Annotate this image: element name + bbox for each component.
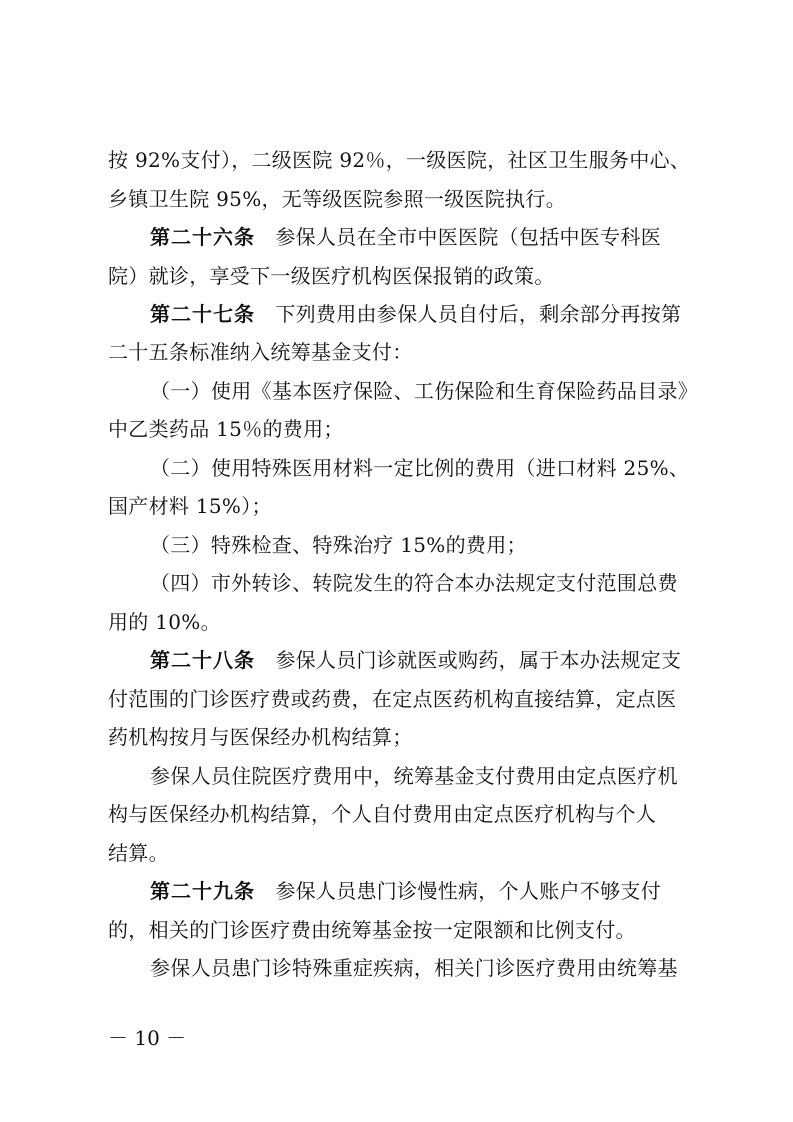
list-item-line: （一）使用《基本医疗保险、工伤保险和生育保险药品目录》 [150, 379, 699, 403]
list-item-line: （四）市外转诊、转院发生的符合本办法规定支付范围总费 [150, 571, 678, 595]
paragraph-line: 按 92%支付），二级医院 92％，一级医院，社区卫生服务中心、 [108, 148, 691, 172]
article-28-text: 参保人员门诊就医或购药，属于本办法规定支 [275, 648, 682, 672]
page-number: － 10 － [108, 1026, 187, 1050]
paragraph-line: 二十五条标准纳入统筹基金支付： [108, 340, 413, 364]
paragraph-line: 乡镇卫生院 95%，无等级医院参照一级医院执行。 [108, 187, 567, 211]
list-item-line: （三）特殊检查、特殊治疗 15%的费用； [150, 533, 527, 557]
paragraph-line: 药机构按月与医保经办机构结算； [108, 725, 413, 749]
paragraph-line: 的，相关的门诊医疗费由统筹基金按一定限额和比例支付。 [108, 918, 636, 942]
article-26-heading: 第二十六条 [150, 225, 255, 249]
paragraph-line: 参保人员患门诊特殊重症疾病，相关门诊医疗费用由统筹基 [150, 956, 678, 980]
article-27-line [150, 300, 740, 328]
article-28-heading: 第二十八条 [150, 648, 255, 672]
paragraph-line: 国产材料 15%）； [108, 494, 272, 518]
article-29-line [150, 877, 740, 905]
paragraph-line: 构与医保经办机构结算，个人自付费用由定点医疗机构与个人 [108, 802, 657, 826]
article-27-text: 下列费用由参保人员自付后，剩余部分再按第 [275, 302, 682, 326]
article-27-heading: 第二十七条 [150, 302, 255, 326]
list-item-line: （二）使用特殊医用材料一定比例的费用（进口材料 25%、 [150, 456, 690, 480]
article-26-line [150, 223, 740, 251]
paragraph-line: 参保人员住院医疗费用中，统筹基金支付费用由定点医疗机 [150, 764, 678, 788]
paragraph-line: 付范围的门诊医疗费或药费，在定点医药机构直接结算，定点医 [108, 687, 677, 711]
paragraph-line: 结算。 [108, 841, 169, 865]
article-29-text: 参保人员患门诊慢性病，个人账户不够支付 [275, 879, 662, 903]
article-28-line [150, 646, 740, 674]
article-29-heading: 第二十九条 [150, 879, 255, 903]
paragraph-line: 用的 10%。 [108, 610, 221, 634]
paragraph-line: 中乙类药品 15％的费用； [108, 417, 344, 441]
article-26-text: 参保人员在全市中医医院（包括中医专科医 [275, 225, 662, 249]
paragraph-line: 院）就诊，享受下一级医疗机构医保报销的政策。 [108, 264, 555, 288]
